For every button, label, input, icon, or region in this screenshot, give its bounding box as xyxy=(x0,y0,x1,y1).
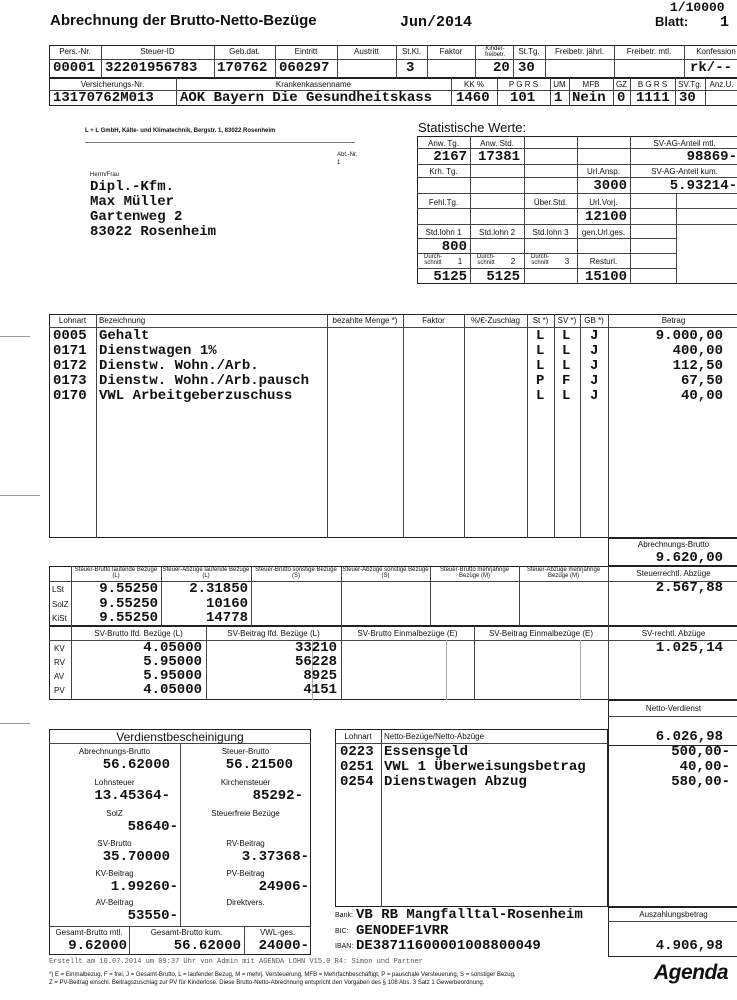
stdlohn1: 800 xyxy=(441,239,467,255)
wage-gb: J xyxy=(590,358,599,374)
wage-sv: L xyxy=(562,388,571,404)
wage-desc: VWL Arbeitgeberzuschuss xyxy=(99,388,293,404)
abt-label: Abt.-Nr. xyxy=(337,152,358,158)
tax-row-label: SolZ xyxy=(52,600,69,609)
label-sttg: St.Tg. xyxy=(518,47,540,56)
salutation: Herrn/Frau xyxy=(90,172,120,178)
wages-col-bezeichnung: Bezeichnung xyxy=(99,316,146,325)
wage-code: 0173 xyxy=(53,373,87,389)
svtg: 30 xyxy=(679,90,696,106)
wage-sv: L xyxy=(562,358,571,374)
wage-amount: 112,50 xyxy=(672,358,723,374)
label-faktor: Faktor xyxy=(439,47,463,56)
sv-col-4: SV-Beitrag Einmalbezüge (E) xyxy=(488,629,594,638)
url-ansp-label: Url.Ansp. xyxy=(587,167,620,176)
sv-brutto: 4.05000 xyxy=(143,640,202,656)
um: 1 xyxy=(554,90,563,106)
durch2-num: 2 xyxy=(510,257,516,266)
sv-ag-mtl: 98869- xyxy=(686,149,737,165)
cert-value: 1.99260- xyxy=(110,879,178,895)
bank-label: Bank: xyxy=(335,912,353,919)
tax-col-4: Steuer-Abzüge sonstige Bezüge (S) xyxy=(342,567,429,579)
cert-label: SV-Brutto xyxy=(97,839,132,848)
wage-amount: 40,00 xyxy=(680,388,723,404)
stdlohn2-label: Std.lohn 2 xyxy=(478,228,516,237)
cert-value: 24906- xyxy=(258,879,309,895)
wage-amount: 67,50 xyxy=(680,373,723,389)
created-note: Erstellt am 10.07.2014 um 09:37 Uhr von Admin mit AGENDA LOHN V15.0 R4: Simon und Partner xyxy=(49,958,423,966)
sv-ag-mtl-label: SV-AG-Anteil mtl. xyxy=(653,139,716,148)
sv-row-label: PV xyxy=(54,686,65,695)
wages-col-sv: SV *) xyxy=(557,316,577,325)
ueber-label: Über.Std. xyxy=(533,198,568,207)
sv-right-value: 1.025,14 xyxy=(655,640,723,656)
wage-sv: L xyxy=(562,343,571,359)
sv-brutto: 5.95000 xyxy=(143,654,202,670)
sv-row-label: KV xyxy=(54,644,65,653)
netto-value: 6.026,98 xyxy=(655,729,723,745)
tax-col-5: Steuer-Brutto mehrjährige Bezüge (M) xyxy=(439,567,510,579)
wage-st: P xyxy=(536,373,545,389)
durch2-label: Durch-schnitt xyxy=(476,254,495,266)
label-konfession: Konfession xyxy=(696,47,736,56)
ded-col-lohnart: Lohnart xyxy=(344,732,372,741)
sv-col-3: SV-Brutto Einmalbezüge (E) xyxy=(357,629,458,638)
cert-value: 58640- xyxy=(127,819,178,835)
label-stkl: St.Kl. xyxy=(401,47,422,56)
payout-value: 4.906,98 xyxy=(655,938,723,954)
sv-brutto: 5.95000 xyxy=(143,668,202,684)
resturl-label: Resturl. xyxy=(589,257,618,266)
tax-abzug: 10160 xyxy=(205,596,248,612)
durch1-num: 1 xyxy=(457,257,463,266)
durch3-label: Durch-schnitt xyxy=(530,254,549,266)
tax-right-label: Steuerrechtl. Abzüge xyxy=(636,569,711,578)
cert-value: 13.45364- xyxy=(94,788,170,804)
stdlohn3-label: Std.lohn 3 xyxy=(532,228,569,237)
konfession: rk/-- xyxy=(690,60,733,76)
cert-value: 85292- xyxy=(252,788,303,804)
cert-label: AV-Beitrag xyxy=(95,898,134,907)
tax-brutto: 9.55250 xyxy=(99,610,158,626)
address-line2: Max Müller xyxy=(90,194,175,210)
sv-beitrag: 33210 xyxy=(294,640,337,656)
page-number: 1 xyxy=(720,14,730,31)
address-line4: 83022 Rosenheim xyxy=(90,224,217,240)
netto-label: Netto-Verdienst xyxy=(645,704,702,713)
wages-col-faktor: Faktor xyxy=(422,316,445,325)
eintritt: 060297 xyxy=(279,60,330,76)
sv-row-label: AV xyxy=(54,672,65,681)
fehl-label: Fehl.Tg. xyxy=(428,198,459,207)
anw-std: 17381 xyxy=(477,149,520,165)
wage-st: L xyxy=(536,358,545,374)
abt-value: 1 xyxy=(337,160,341,166)
sv-beitrag: 8925 xyxy=(303,668,337,684)
deductions-table xyxy=(335,729,608,907)
wage-gb: J xyxy=(590,343,599,359)
cert-value: 3.37368- xyxy=(241,849,309,865)
ded-code: 0223 xyxy=(340,744,374,760)
cert-label: SolZ xyxy=(106,809,123,818)
label-austritt: Austritt xyxy=(354,47,379,56)
label-svtg: SV.Tg. xyxy=(678,80,702,89)
ded-desc: Essensgeld xyxy=(384,744,469,760)
document-title: Abrechnung der Brutto-Netto-Bezüge xyxy=(50,12,317,29)
sv-right-label: SV-rechtl. Abzüge xyxy=(641,629,706,638)
cert-label: RV-Beitrag xyxy=(226,839,265,848)
label-kinder: Kinder-freibetr. xyxy=(484,46,505,58)
mfb: Nein xyxy=(572,90,606,106)
tax-row-label: KiSt xyxy=(52,614,67,623)
page-label: Blatt: xyxy=(655,14,689,29)
genurl-label: gen.Url.ges. xyxy=(581,228,626,237)
cert-bottom-value: 9.62000 xyxy=(68,938,127,954)
label-bgrs: B G R S xyxy=(637,80,668,89)
label-pgrs: P G R S xyxy=(508,80,539,89)
cert-label: PV-Beitrag xyxy=(226,869,265,878)
cert-label: Lohnsteuer xyxy=(94,778,135,787)
ded-col-bezeichnung: Netto-Bezüge/Netto-Abzüge xyxy=(384,732,485,741)
resturl: 15100 xyxy=(584,269,627,285)
gz: 0 xyxy=(617,90,626,106)
tax-brutto: 9.55250 xyxy=(99,581,158,597)
wages-col-st: St *) xyxy=(532,316,549,325)
address-line3: Gartenweg 2 xyxy=(90,209,183,225)
cert-bottom-label: VWL-ges. xyxy=(259,928,296,937)
label-kasse: Krankenkassenname xyxy=(275,80,352,89)
wage-desc: Gehalt xyxy=(99,328,150,344)
cert-value: 56.21500 xyxy=(225,757,293,773)
ded-code: 0254 xyxy=(340,774,374,790)
geb-dat: 170762 xyxy=(217,60,268,76)
tax-brutto: 9.55250 xyxy=(99,596,158,612)
label-mfb: MFB xyxy=(582,80,600,89)
cert-label: KV-Beitrag xyxy=(95,869,134,878)
anw-tg: 2167 xyxy=(433,149,467,165)
period: Jun/2014 xyxy=(400,14,473,31)
cert-label: Direktvers. xyxy=(226,898,265,907)
ded-amount: 40,00- xyxy=(679,759,730,775)
label-pers-nr: Pers.-Nr. xyxy=(59,47,91,56)
label-um: UM xyxy=(553,80,566,89)
wage-code: 0170 xyxy=(53,388,87,404)
tax-col-2: Steuer-Abzüge laufende Bezüge (L) xyxy=(162,567,250,579)
brutto-value: 9.620,00 xyxy=(655,550,723,566)
cert-value: 53550- xyxy=(127,908,178,924)
wage-amount: 400,00 xyxy=(672,343,723,359)
bic: GENODEF1VRR xyxy=(356,923,449,939)
ded-amount: 500,00- xyxy=(671,744,730,760)
kinder: 20 xyxy=(493,60,510,76)
employer-sender: L + L GmbH, Kälte- und Klimatechnik, Bergstr. 1, 83022 Rosenheim xyxy=(85,128,276,134)
address-line1: Dipl.-Kfm. xyxy=(90,179,175,195)
ded-code: 0251 xyxy=(340,759,374,775)
certificate-title: Verdienstbescheinigung xyxy=(116,730,244,744)
iban: DE38711600001008800049 xyxy=(356,938,541,954)
wage-gb: J xyxy=(590,328,599,344)
anw-tg-label: Anw. Tg. xyxy=(428,139,459,148)
steuer-id: 32201956783 xyxy=(105,60,198,76)
sv-beitrag: 56228 xyxy=(294,654,337,670)
cert-bottom-label: Gesamt-Brutto mtl. xyxy=(55,928,123,937)
stkl: 3 xyxy=(406,60,415,76)
agenda-logo: Agenda xyxy=(654,961,729,984)
wage-amount: 9.000,00 xyxy=(655,328,723,344)
sv-ag-kum: 5.93214- xyxy=(669,178,737,194)
tax-col-6: Steuer-Abzüge mehrjährige Bezüge (M) xyxy=(526,567,601,579)
cert-label: Kirchensteuer xyxy=(220,778,271,787)
wage-gb: J xyxy=(590,388,599,404)
wages-col-betrag: Betrag xyxy=(661,316,686,325)
durch1: 5125 xyxy=(433,269,467,285)
sttg: 30 xyxy=(518,60,535,76)
wage-code: 0171 xyxy=(53,343,87,359)
sv-beitrag: 4151 xyxy=(303,682,337,698)
label-freibetr-j: Freibetr. jährl. xyxy=(555,47,604,56)
durch3-num: 3 xyxy=(564,257,570,266)
url-vorj-label: Url.Vorj. xyxy=(589,198,618,207)
tax-abzug: 14778 xyxy=(205,610,248,626)
wage-code: 0005 xyxy=(53,328,87,344)
wage-st: L xyxy=(536,328,545,344)
wages-col-zuschlag: %/€-Zuschlag xyxy=(471,316,520,325)
bic-label: BIC: xyxy=(335,928,349,935)
durch1-label: Durch-schnitt xyxy=(423,254,442,266)
stats-title: Statistische Werte: xyxy=(418,120,527,135)
label-eintritt: Eintritt xyxy=(294,47,318,56)
sv-col-2: SV-Beitrag lfd. Bezüge (L) xyxy=(227,629,320,638)
durch2: 5125 xyxy=(486,269,520,285)
krh-label: Krh. Tg. xyxy=(429,167,458,176)
wage-st: L xyxy=(536,343,545,359)
sv-row-label: RV xyxy=(54,658,65,667)
cert-bottom-label: Gesamt-Brutto kum. xyxy=(150,928,223,937)
tax-abzug: 2.31850 xyxy=(189,581,248,597)
cert-bottom-value: 24000- xyxy=(258,938,309,954)
iban-label: IBAN: xyxy=(335,943,354,950)
label-vers-nr: Versicherungs-Nr. xyxy=(80,80,145,89)
tax-col-1: Steuer-Brutto laufende Bezüge (L) xyxy=(74,567,158,579)
page-number-top: 1/10000 xyxy=(670,0,725,15)
wage-code: 0172 xyxy=(53,358,87,374)
tax-right-value: 2.567,88 xyxy=(655,580,723,596)
cert-label: Abrechnungs-Brutto xyxy=(78,747,151,756)
cert-bottom-value: 56.62000 xyxy=(173,938,241,954)
label-geb-dat: Geb.dat. xyxy=(229,47,260,56)
wage-desc: Dienstw. Wohn./Arb.pausch xyxy=(99,373,310,389)
cert-value: 35.70000 xyxy=(102,849,170,865)
tax-row-label: LSt xyxy=(52,585,65,594)
cert-label: Steuer-Brutto xyxy=(221,747,270,756)
pers-nr: 00001 xyxy=(53,60,96,76)
payout-label: Auszahlungsbetrag xyxy=(639,910,708,919)
cert-value: 56.62000 xyxy=(102,757,170,773)
sv-col-1: SV-Brutto lfd. Bezüge (L) xyxy=(94,629,183,638)
wages-col-gb: GB *) xyxy=(584,316,604,325)
ded-amount: 580,00- xyxy=(671,774,730,790)
ded-desc: Dienstwagen Abzug xyxy=(384,774,527,790)
footnote-2: Z = PV-Beitrag einschl. Beitragszuschlag zur PV für Kinderlose. Diese Brutto-Netto-Abrechnung entspricht den Vorgaben des § 108 Abs. 3 Satz 1 Gewerbeordnung. xyxy=(49,980,485,986)
bgrs: 1111 xyxy=(636,90,670,106)
kk: 1460 xyxy=(456,90,490,106)
label-kk: KK % xyxy=(463,80,484,89)
wage-sv: F xyxy=(562,373,571,389)
wage-st: L xyxy=(536,388,545,404)
wage-desc: Dienstwagen 1% xyxy=(99,343,217,359)
tax-col-3: Steuer-Brutto sonstige Bezüge (S) xyxy=(255,567,337,579)
label-steuer-id: Steuer-ID xyxy=(140,47,175,56)
sv-brutto: 4.05000 xyxy=(143,682,202,698)
stdlohn1-label: Std.lohn 1 xyxy=(425,228,462,237)
vers-nr: 13170762M013 xyxy=(53,90,154,106)
wage-sv: L xyxy=(562,328,571,344)
anw-std-label: Anw. Std. xyxy=(480,139,514,148)
url-ansp: 3000 xyxy=(593,178,627,194)
label-gz: GZ xyxy=(615,80,628,89)
ded-desc: VWL 1 Überweisungsbetrag xyxy=(384,759,586,775)
cert-label: Steuerfreie Bezüge xyxy=(211,809,280,818)
sv-ag-kum-label: SV-AG-Anteil kum. xyxy=(651,167,718,176)
url-vorj: 12100 xyxy=(584,209,627,225)
pgrs: 101 xyxy=(510,90,536,106)
wage-desc: Dienstw. Wohn./Arb. xyxy=(99,358,259,374)
bank-name: VB RB Mangfalltal-Rosenheim xyxy=(356,907,583,923)
kasse: AOK Bayern Die Gesundheitskass xyxy=(180,90,433,106)
label-anz: Anz.U. xyxy=(709,80,734,89)
label-freibetr-m: Freibetr. mtl. xyxy=(626,47,672,56)
wage-gb: J xyxy=(590,373,599,389)
footnote-1: *) E = Einmalbezug, F = frei, J = Gesamt-Brutto, L = laufender Bezug, M = mehrj. Versteuerung, MFB = Mehrfachbeschäftigt, P = pauschale Versteuerung, S = sonstiger Bezug, xyxy=(49,972,516,978)
wages-col-menge: bezahlte Menge *) xyxy=(332,316,398,325)
wages-col-lohnart: Lohnart xyxy=(58,316,87,325)
brutto-label: Abrechnungs-Brutto xyxy=(637,540,710,549)
